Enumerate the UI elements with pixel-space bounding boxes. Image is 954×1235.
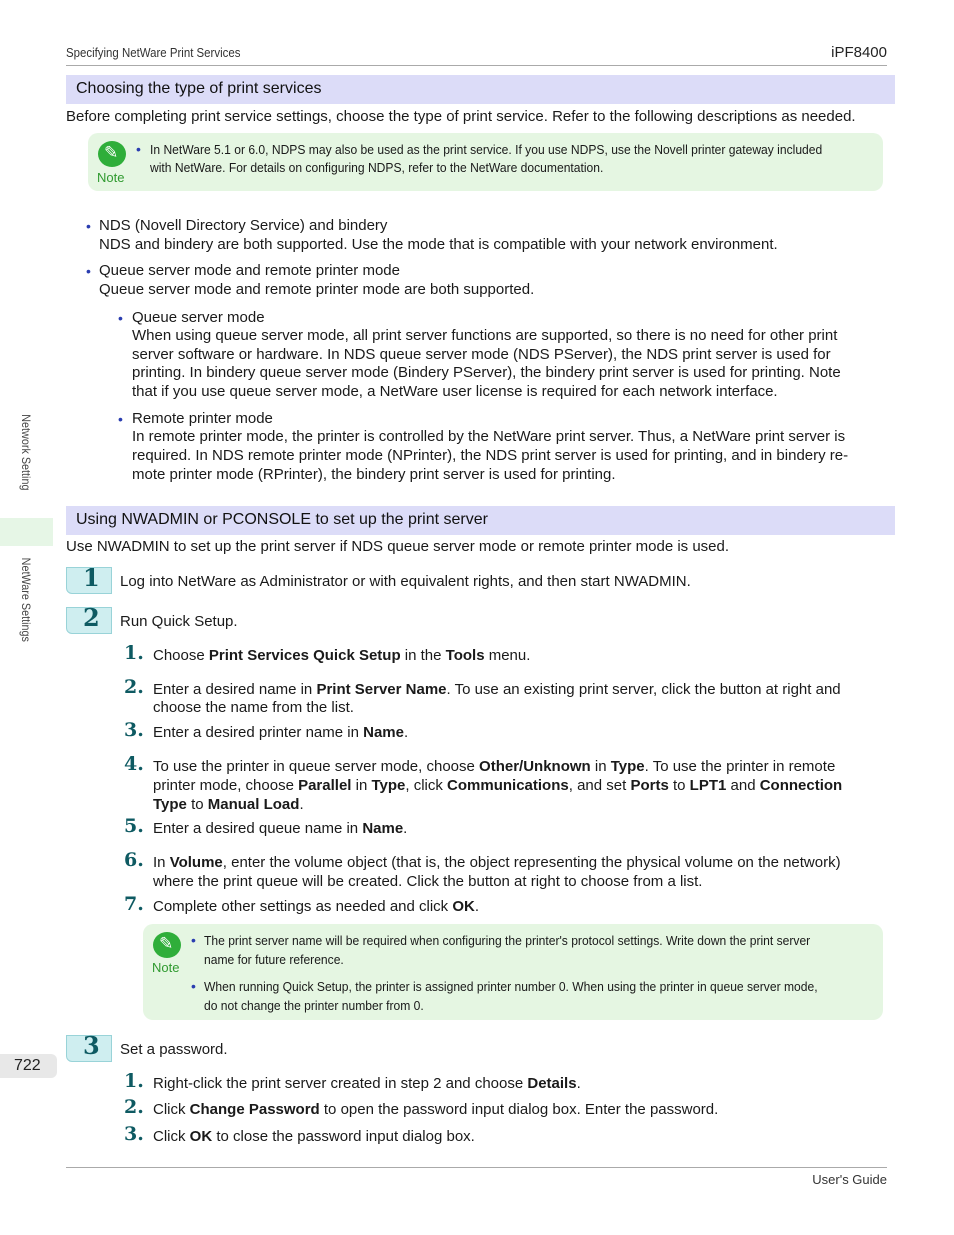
step-text: Log into NetWare as Administrator or with equivalent rights, and then start NWADMIN. <box>120 573 691 590</box>
substep-text: Complete other settings as needed and click OK. <box>153 898 480 915</box>
substep-text: Click Change Password to open the password input dialog box. Enter the password. <box>153 1101 719 1118</box>
note-box <box>143 924 883 1020</box>
sub-item-body: that if you use queue server mode, a NetWare user license is required for each network interface. <box>132 383 778 400</box>
note-icon <box>153 932 181 958</box>
substep-text: To use the printer in queue server mode, choose Other/Unknown in Type. To use the printer in remote <box>153 758 836 775</box>
page-number: 722 <box>0 1054 57 1078</box>
substep-number: 1. <box>124 1070 144 1092</box>
bullet-icon: • <box>86 218 91 234</box>
substep-number: 2. <box>124 676 144 698</box>
bullet-icon: • <box>118 411 123 427</box>
bullet-icon: • <box>191 932 196 948</box>
substep-text: Choose Print Services Quick Setup in the Tools menu. <box>153 647 531 664</box>
substep-text: In Volume, enter the volume object (that is, the object representing the physical volume on the network) <box>153 854 841 871</box>
bullet-icon: • <box>191 978 196 994</box>
intro-paragraph: Before completing print service settings, choose the type of print service. Refer to the following descriptions as needed. <box>66 108 856 125</box>
substep-text: Right-click the print server created in step 2 and choose Details. <box>153 1075 581 1092</box>
substep-text: printer mode, choose Parallel in Type, click Communications, and set Ports to LPT1 and Connection <box>153 777 843 794</box>
side-tab-highlight <box>0 518 53 546</box>
footer-divider <box>66 1167 887 1168</box>
running-header-title: Specifying NetWare Print Services <box>66 45 241 60</box>
sub-item-body: server software or hardware. In NDS queue server mode (NDS PServer), the NDS print server is used for <box>132 346 831 363</box>
note-label: Note <box>152 960 180 975</box>
step-number-badge: 2 <box>66 607 112 634</box>
sub-item-body: When using queue server mode, all print server functions are supported, so there is no need for other print <box>132 327 838 344</box>
note-icon <box>98 141 126 167</box>
intro-paragraph: Use NWADMIN to set up the print server if NDS queue server mode or remote printer mode is used. <box>66 538 730 555</box>
note-text-line: The print server name will be required when configuring the printer's protocol settings. Write down the print server <box>204 933 811 948</box>
substep-number: 4. <box>124 753 144 775</box>
substep-text: Type to Manual Load. <box>153 796 304 813</box>
side-tab-network-setting[interactable]: Network Setting <box>19 414 33 491</box>
list-item-title: Queue server mode and remote printer mode <box>99 262 400 279</box>
substep-text: choose the name from the list. <box>153 699 354 716</box>
substep-text: Enter a desired queue name in Name. <box>153 820 408 837</box>
substep-number: 3. <box>124 719 144 741</box>
step-number-badge: 1 <box>66 567 112 594</box>
footer-guide-name: User's Guide <box>812 1172 887 1187</box>
bullet-icon: • <box>86 263 91 279</box>
substep-text: Click OK to close the password input dialog box. <box>153 1128 475 1145</box>
sub-item-title: Queue server mode <box>132 309 265 326</box>
substep-number: 3. <box>124 1123 144 1145</box>
sub-item-body: mote printer mode (RPrinter), the bindery print server is used for printing. <box>132 466 616 483</box>
note-text-line: In NetWare 5.1 or 6.0, NDPS may also be used as the print service. If you use NDPS, use the Novell printer gateway included <box>150 142 823 157</box>
model-name: iPF8400 <box>831 44 887 61</box>
list-item-body: NDS and bindery are both supported. Use the mode that is compatible with your network environment. <box>99 236 778 253</box>
substep-number: 1. <box>124 642 144 664</box>
sub-item-body: printing. In bindery queue server mode (Bindery PServer), the bindery print server is used for printing. Note <box>132 364 841 381</box>
note-text-line: name for future reference. <box>204 952 344 967</box>
header-divider <box>66 65 887 66</box>
substep-text: Enter a desired name in Print Server Name. To use an existing print server, click the button at right and <box>153 681 841 698</box>
sub-item-body: required. In NDS remote printer mode (NPrinter), the NDS print server is used for printing, and in bindery re- <box>132 447 849 464</box>
note-label: Note <box>97 170 125 185</box>
sub-item-body: In remote printer mode, the printer is controlled by the NetWare print server. Thus, a NetWare print server is <box>132 428 846 445</box>
substep-number: 7. <box>124 893 144 915</box>
bullet-icon: • <box>136 141 141 157</box>
sub-item-title: Remote printer mode <box>132 410 273 427</box>
section-heading-print-services: Choosing the type of print services <box>66 75 895 104</box>
list-item-title: NDS (Novell Directory Service) and bindery <box>99 217 388 234</box>
substep-text: Enter a desired printer name in Name. <box>153 724 409 741</box>
section-heading-nwadmin: Using NWADMIN or PCONSOLE to set up the print server <box>66 506 895 535</box>
step-text: Set a password. <box>120 1041 228 1058</box>
substep-number: 5. <box>124 815 144 837</box>
note-text-line: When running Quick Setup, the printer is assigned printer number 0. When using the printer in queue server mode, <box>204 979 818 994</box>
substep-number: 6. <box>124 849 144 871</box>
substep-text: where the print queue will be created. Click the button at right to choose from a list. <box>153 873 703 890</box>
step-number-badge: 3 <box>66 1035 112 1062</box>
note-text-line: with NetWare. For details on configuring NDPS, refer to the NetWare documentation. <box>150 160 604 175</box>
step-text: Run Quick Setup. <box>120 613 238 630</box>
bullet-icon: • <box>118 310 123 326</box>
note-text-line: do not change the printer number from 0. <box>204 998 424 1013</box>
list-item-body: Queue server mode and remote printer mode are both supported. <box>99 281 535 298</box>
side-tab-netware-settings[interactable]: NetWare Settings <box>19 557 33 642</box>
note-box <box>88 133 883 191</box>
substep-number: 2. <box>124 1096 144 1118</box>
